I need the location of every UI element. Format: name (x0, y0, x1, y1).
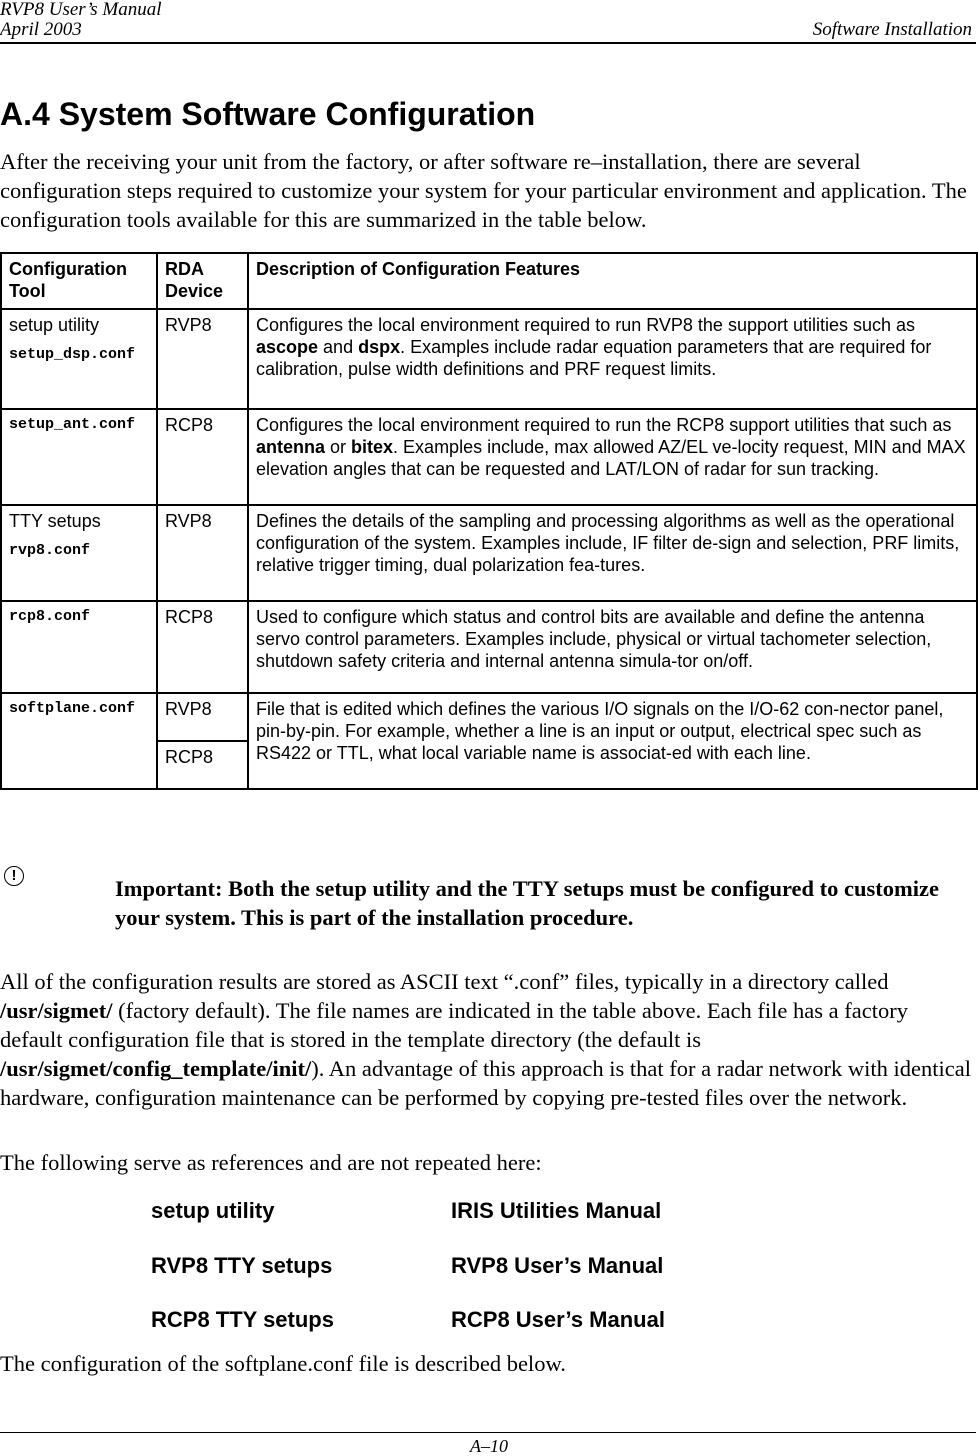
text-run: or (325, 437, 352, 457)
table-row (1, 409, 977, 505)
reference-source: RCP8 User’s Manual (451, 1307, 665, 1332)
running-header-left (0, 0, 162, 40)
manual-title: RVP8 User’s Manual (0, 0, 162, 20)
bold-term: antenna (256, 437, 326, 457)
table-row (1, 505, 977, 601)
header-description: Description of Configuration Features (248, 253, 977, 309)
manual-date: April 2003 (0, 19, 82, 40)
table-row (1, 601, 977, 693)
text-run: Defines the details of the sampling and processing algorithms as well as the operational configuration of the system. Examples include, IF filter de-sign and selection, PRF limits, relative trigger timing, dual polarization fea-tures. (256, 511, 960, 575)
config-file: rvp8.conf (9, 542, 91, 559)
device-cell: RVP8 (157, 309, 248, 409)
description-cell (248, 601, 977, 693)
storage-paragraph (0, 967, 975, 1112)
tool-name: setup utility (9, 315, 100, 335)
description-cell (248, 409, 977, 505)
bold-term: bitex (351, 437, 394, 457)
bold-term: dspx (358, 337, 401, 357)
text-run: . Examples include, max allowed AZ/EL ve-locity request, MIN and MAX elevation angles that can be requested and LAT/LON of radar for sun tracking. (256, 437, 966, 479)
text-run: ). An advantage of this approach is that for a radar network with identical hardware, configuration maintenance can be performed by copying pre-tested files over the network. (0, 1056, 971, 1110)
device-cell: RVP8 (157, 693, 248, 741)
reference-item: setup utility (151, 1198, 275, 1223)
text-run: . Examples include radar equation parameters that are required for calibration, pulse width definitions and PRF request limits. (256, 337, 932, 379)
reference-source: IRIS Utilities Manual (451, 1198, 662, 1223)
device-cell: RCP8 (157, 741, 248, 789)
text-run: Used to configure which status and control bits are available and define the antenna servo control parameters. Examples include, physical or virtual tachometer selection, shutdown safety criteria and internal antenna simula-tor on/off. (256, 607, 932, 671)
text-run: All of the configuration results are stored as ASCII text “.conf” files, typically in a directory called (0, 969, 889, 994)
header-tool: Configuration Tool (1, 253, 157, 309)
description-cell (248, 309, 977, 409)
table-row (1, 309, 977, 409)
tool-cell (1, 505, 157, 601)
config-file: softplane.conf (9, 700, 136, 717)
text-run: (factory default). The file names are indicated in the table above. Each file has a factory default configuration file that is stored in the template directory (the default is (0, 998, 908, 1052)
description-cell (248, 505, 977, 601)
section-title: A.4 System Software Configuration (0, 96, 536, 132)
text-run: Configures the local environment required to run RVP8 the support utilities such as (256, 315, 916, 335)
bold-term: ascope (256, 337, 319, 357)
header-device: RDA Device (157, 253, 248, 309)
text-run: and (318, 337, 359, 357)
table-row (1, 693, 977, 741)
page-number: A–10 (470, 1436, 508, 1456)
tool-cell (1, 309, 157, 409)
important-note: Important: Both the setup utility and the TTY setups must be configured to customize your system. This is part of the installation procedure. (115, 876, 939, 930)
description-cell (248, 693, 977, 789)
section-name: Software Installation (812, 19, 972, 40)
tool-cell (1, 693, 157, 789)
text-run: File that is edited which defines the various I/O signals on the I/O-62 con-nector panel, pin-by-pin. For example, whether a line is an input or output, electrical spec such as RS422 or TTL, what local variable name is associat-ed with each line. (256, 699, 944, 763)
config-file: setup_ant.conf (9, 416, 136, 433)
device-cell: RCP8 (157, 601, 248, 693)
tool-cell (1, 601, 157, 693)
reference-item: RCP8 TTY setups (151, 1307, 334, 1332)
important-icon: ! (4, 866, 24, 886)
header-rule (0, 42, 976, 44)
intro-paragraph: After the receiving your unit from the factory, or after software re–installation, there are several configuration steps required to customize your system for your particular environment and application. The configuration tools available for this are summarized in the table below. (0, 149, 967, 232)
references-intro: The following serve as references and are not repeated here: (0, 1150, 542, 1175)
reference-source: RVP8 User’s Manual (451, 1253, 664, 1278)
reference-item: RVP8 TTY setups (151, 1253, 333, 1278)
bold-term: /usr/sigmet/ (0, 998, 113, 1023)
text-run: Configures the local environment required to run the RCP8 support utilities that such as (256, 415, 952, 435)
closing-paragraph: The configuration of the softplane.conf file is described below. (0, 1351, 566, 1376)
config-file: setup_dsp.conf (9, 346, 136, 363)
bold-term: /usr/sigmet/config_template/init/ (0, 1056, 312, 1081)
device-cell: RCP8 (157, 409, 248, 505)
device-cell: RVP8 (157, 505, 248, 601)
tool-cell (1, 409, 157, 505)
footer-rule (0, 1432, 976, 1433)
config-file: rcp8.conf (9, 608, 91, 625)
configuration-table (0, 252, 978, 790)
tool-name: TTY setups (9, 511, 101, 531)
